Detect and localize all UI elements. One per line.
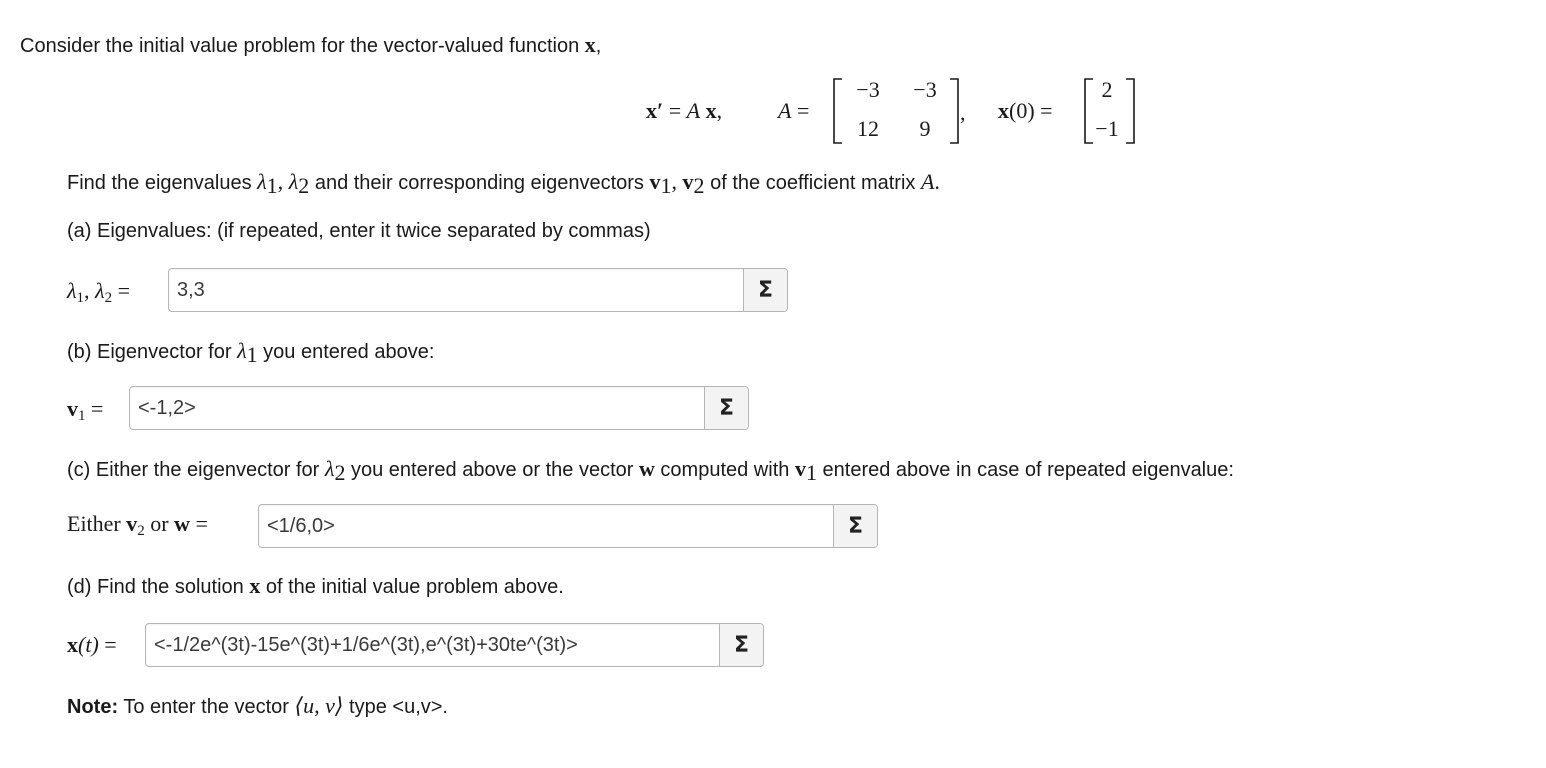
ic-label: x(0) = bbox=[998, 98, 1053, 123]
vector-cell: −1 bbox=[1095, 116, 1119, 141]
matrix-cell: 12 bbox=[857, 116, 879, 141]
eigenvector-v1-answer-box bbox=[129, 386, 749, 430]
part-a-heading: (a) Eigenvalues: (if repeated, enter it twice separated by commas) bbox=[67, 220, 651, 242]
matrix-cell: −3 bbox=[856, 77, 880, 102]
ode-equation: x′ = A x, bbox=[646, 98, 723, 123]
equation-editor-button[interactable] bbox=[719, 624, 763, 666]
part-a-label: $\lambda_1$, $\lambda_2$ = bbox=[67, 278, 130, 306]
note: Note: To enter the vector ⟨u, v⟩ type <u,v>. bbox=[67, 693, 448, 718]
eigenvector-v2-input[interactable] bbox=[259, 505, 833, 547]
vector-cell: 2 bbox=[1101, 77, 1113, 102]
eigenvector-v2-answer-box bbox=[258, 504, 878, 548]
part-c-heading: (c) Either the eigenvector for $\lambda_2$ you entered above or the vector w computed with $v_1$ entered above in case of repeated eigenvalue: bbox=[67, 456, 1234, 485]
eigenvector-v1-input[interactable] bbox=[130, 387, 704, 429]
matrix-cell: −3 bbox=[913, 77, 937, 102]
sigma-icon: Σ bbox=[757, 277, 774, 303]
eigenvalues-input[interactable] bbox=[169, 269, 743, 311]
part-b-label: $v_1$ = bbox=[67, 396, 104, 424]
equation-editor-button[interactable] bbox=[833, 505, 877, 547]
sigma-icon: Σ bbox=[733, 632, 750, 658]
equation-editor-button[interactable] bbox=[704, 387, 748, 429]
right-bracket-icon bbox=[1124, 78, 1136, 144]
part-d-heading: (d) Find the solution x of the initial value problem above. bbox=[67, 573, 564, 598]
find-instructions: Find the eigenvalues $\lambda_1$, $\lambda_2$ and their corresponding eigenvectors $v_1$, $v_2$ of the coefficient matrix A. bbox=[67, 169, 940, 198]
intro-var: x bbox=[584, 32, 596, 57]
intro-text: Consider the initial value problem for the vector-valued function x, bbox=[20, 32, 602, 57]
sigma-icon: Σ bbox=[718, 395, 735, 421]
solution-answer-box bbox=[145, 623, 764, 667]
solution-input[interactable] bbox=[146, 624, 719, 666]
matrix-comma: , bbox=[960, 100, 966, 125]
part-c-label: Either $v_2$ or w = bbox=[67, 511, 208, 539]
part-b-heading: (b) Eigenvector for $\lambda_1$ you entered above: bbox=[67, 338, 435, 367]
matrix-cell: 9 bbox=[919, 116, 931, 141]
eigenvalues-answer-box bbox=[168, 268, 788, 312]
equation-editor-button[interactable] bbox=[743, 269, 787, 311]
left-bracket-icon bbox=[832, 78, 844, 144]
matrix-label: A = bbox=[778, 98, 810, 123]
sigma-icon: Σ bbox=[847, 513, 864, 539]
right-bracket-icon bbox=[948, 78, 960, 144]
part-d-label: x(t) = bbox=[67, 632, 117, 657]
